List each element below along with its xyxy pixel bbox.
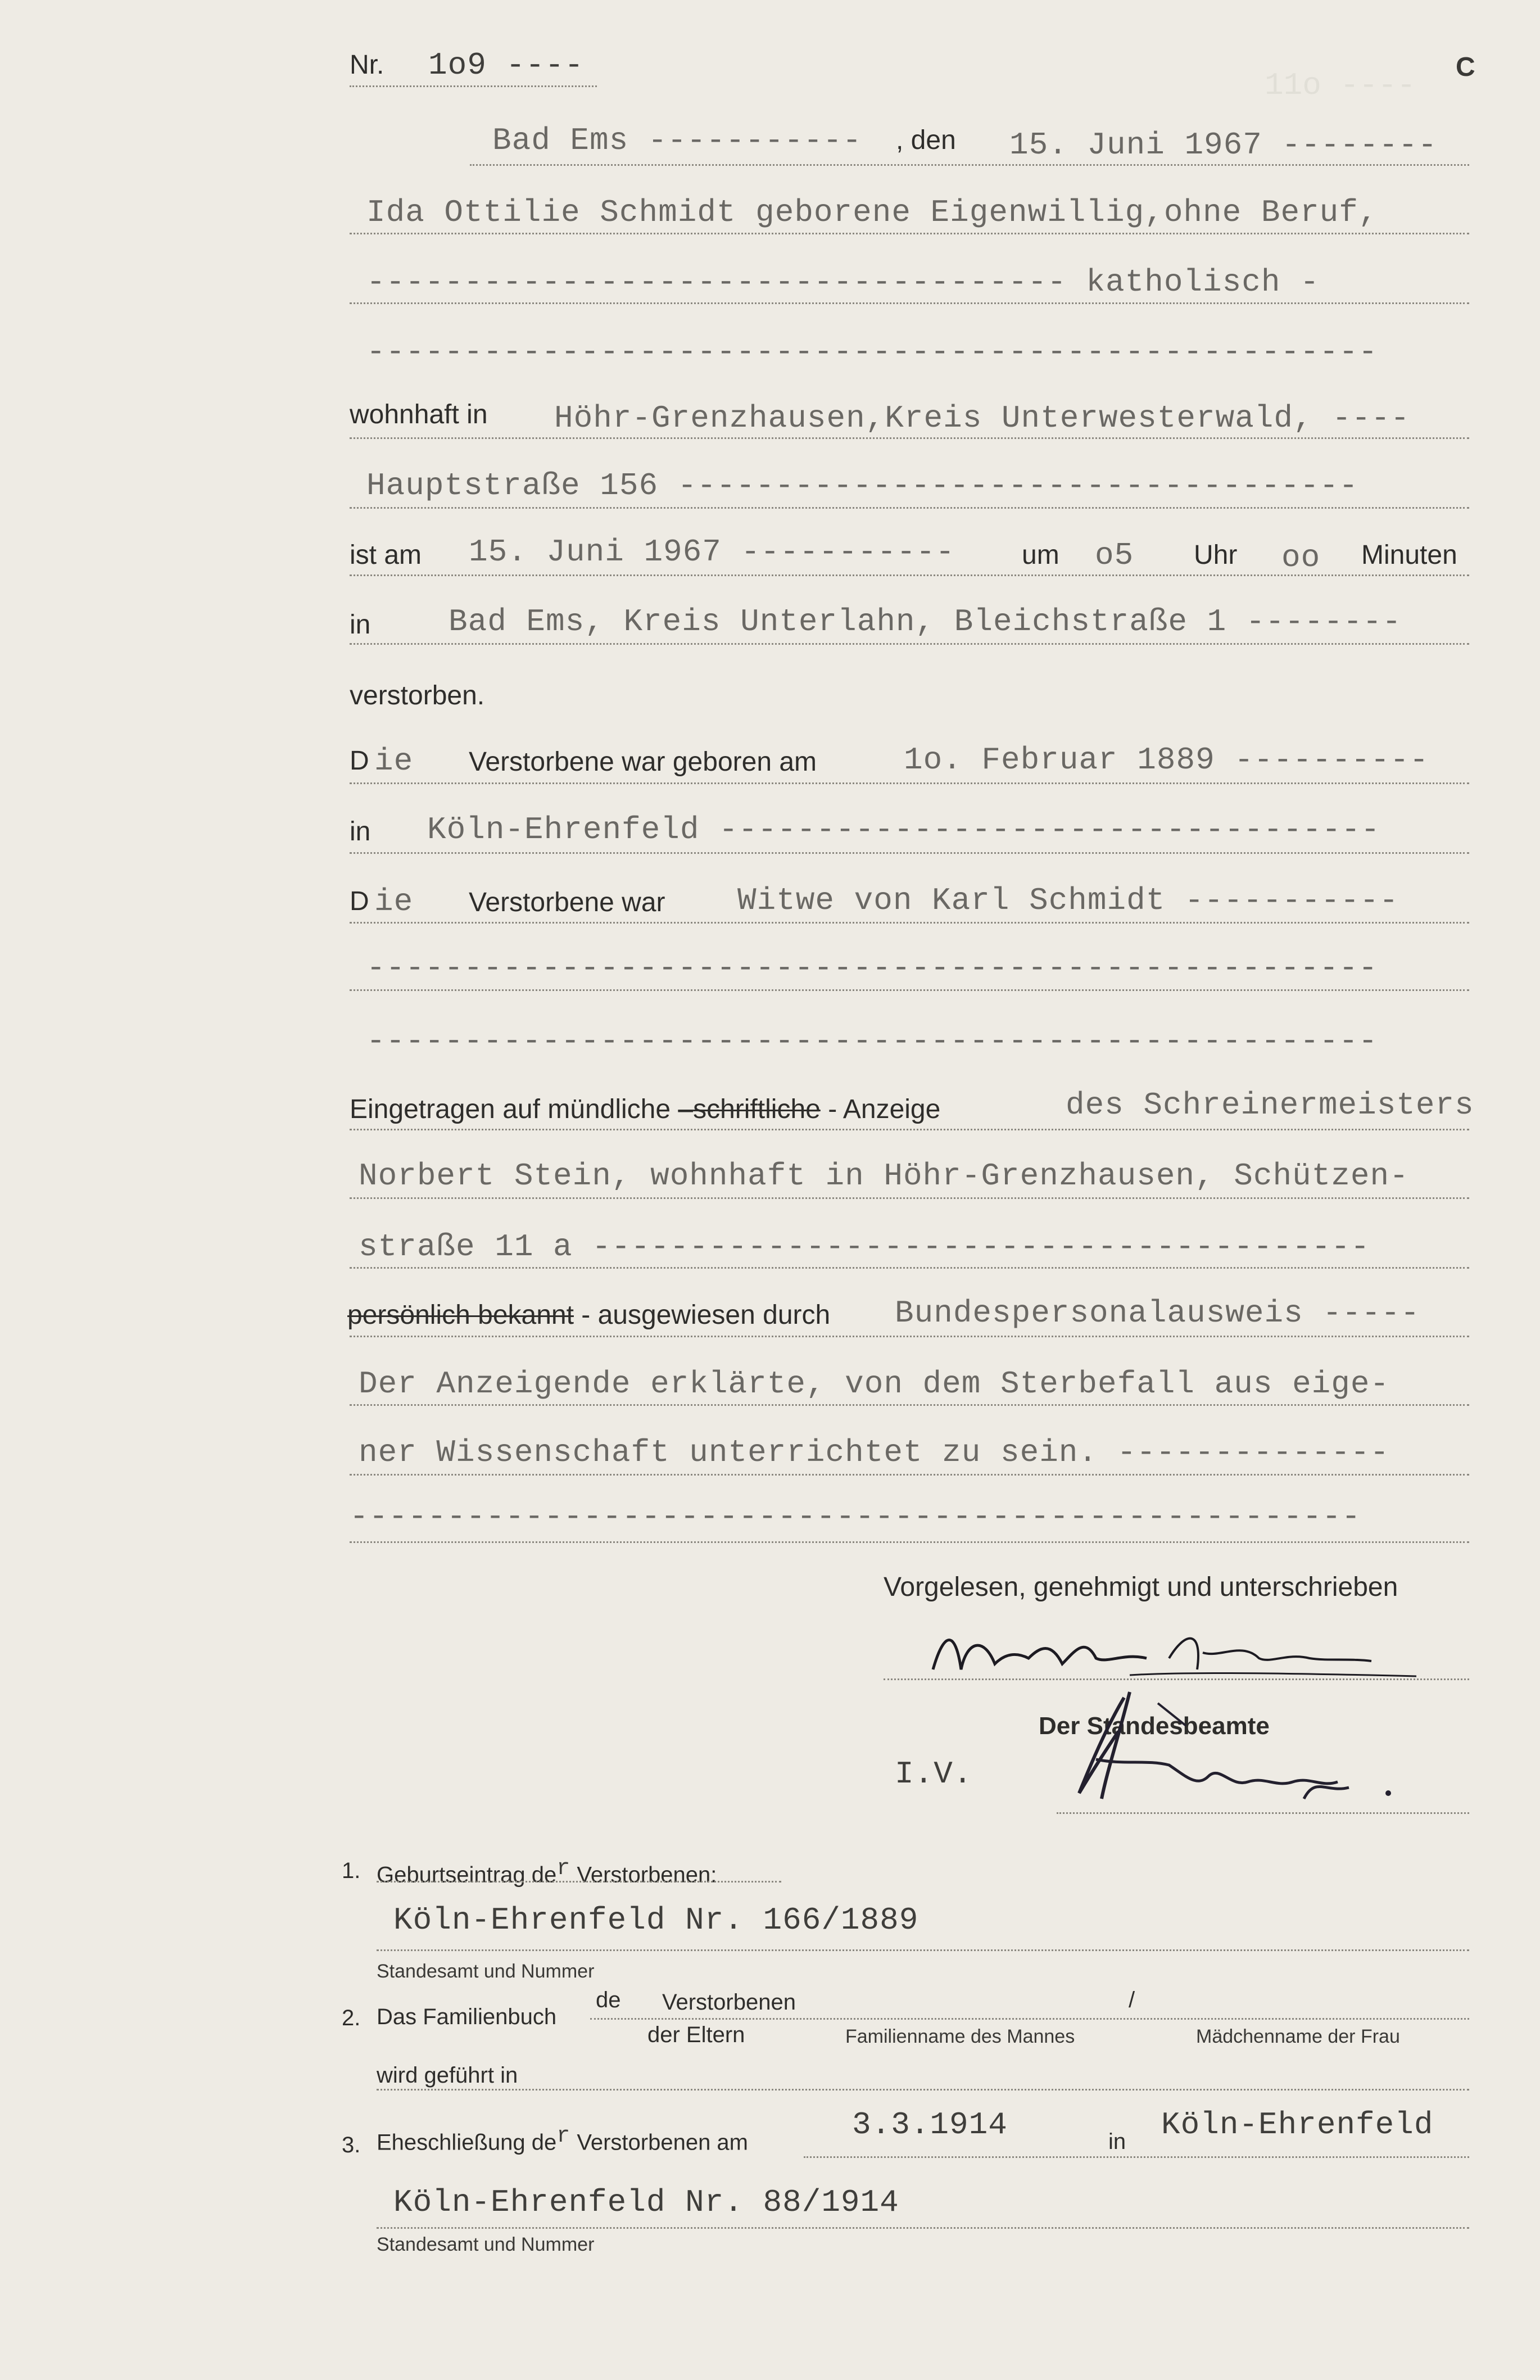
identity-document: Bundespersonalausweis ----- xyxy=(895,1295,1420,1331)
informant-line-1: des Schreinermeisters xyxy=(1066,1087,1474,1123)
residence-street: Hauptstraße 156 ----------------------------------- xyxy=(366,468,1358,504)
rule xyxy=(1057,1812,1469,1814)
statement-line-1: Der Anzeigende erklärte, von dem Sterbefall aus eige- xyxy=(359,1366,1390,1402)
item2-de: de xyxy=(596,1988,621,2012)
item3-label-b: Verstorbenen am xyxy=(577,2130,748,2155)
item2-caption-wife: Mädchenname der Frau xyxy=(1196,2026,1400,2047)
birth-entry-reference: Köln-Ehrenfeld Nr. 166/1889 xyxy=(393,1902,919,1938)
item1-label-b: Verstorbenen: xyxy=(577,1862,717,1888)
ist-am-label: ist am xyxy=(350,540,422,570)
registrar-signature xyxy=(1057,1681,1416,1827)
rule xyxy=(350,302,1469,304)
register-place: Bad Ems ----------- xyxy=(492,123,862,159)
registrar-title: Der Standesbeamte xyxy=(1039,1712,1270,1740)
known-suffix: - ausgewiesen durch xyxy=(581,1300,831,1330)
item2-caption-husband: Familienname des Mannes xyxy=(845,2026,1075,2047)
death-minutes: oo xyxy=(1281,540,1321,576)
entry-number: 1o9 ---- xyxy=(428,47,584,83)
in-label: in xyxy=(350,610,371,640)
marital-status: Witwe von Karl Schmidt ----------- xyxy=(737,883,1399,918)
status-label: Verstorbene war xyxy=(469,888,665,917)
rule xyxy=(350,1197,1469,1199)
rule xyxy=(350,1404,1469,1406)
death-place: Bad Ems, Kreis Unterlahn, Bleichstraße 1 -------- xyxy=(449,604,1402,640)
rule xyxy=(470,164,1469,166)
rule xyxy=(350,989,1469,991)
identification-label xyxy=(347,1300,830,1331)
register-date: 15. Juni 1967 -------- xyxy=(1009,127,1438,163)
filler-line: ---------------------------------------------------- xyxy=(366,334,1378,370)
rule xyxy=(350,643,1469,645)
rule xyxy=(350,922,1469,924)
item1-num: 1. xyxy=(342,1858,361,1883)
rule xyxy=(350,1129,1469,1130)
birth-d-label: D xyxy=(350,746,369,776)
report-prefix: Eingetragen auf mündliche xyxy=(350,1094,671,1124)
marriage-entry-reference: Köln-Ehrenfeld Nr. 88/1914 xyxy=(393,2184,899,2220)
item3-label-a: Eheschließung de xyxy=(377,2130,557,2155)
report-label xyxy=(350,1094,940,1125)
rule xyxy=(804,2156,1469,2158)
rule xyxy=(350,233,1469,234)
rule xyxy=(350,1541,1469,1543)
rule xyxy=(377,1881,781,1883)
status-d-label: D xyxy=(350,886,369,916)
birth-date: 1o. Februar 1889 ---------- xyxy=(904,742,1429,778)
status-d-suffix: ie xyxy=(374,884,414,920)
birth-place: Köln-Ehrenfeld ---------------------------------- xyxy=(427,812,1380,848)
known-struck-option: persönlich bekannt xyxy=(347,1300,574,1330)
item1-label-a: Geburtseintrag de xyxy=(377,1862,557,1888)
report-struck-option: –schriftliche xyxy=(678,1094,821,1124)
item2-label: Das Familienbuch xyxy=(377,2005,557,2029)
read-approved-label: Vorgelesen, genehmigt und unterschrieben xyxy=(884,1572,1398,1602)
death-hour: o5 xyxy=(1095,537,1134,573)
rule xyxy=(590,2018,1469,2020)
rule xyxy=(350,574,1469,576)
rule xyxy=(350,852,1469,854)
um-label: um xyxy=(1022,540,1059,570)
rule xyxy=(350,1474,1469,1476)
item3-sup: r xyxy=(556,2124,571,2149)
rule xyxy=(350,437,1469,439)
item1-sup: r xyxy=(556,1856,571,1881)
item1-caption: Standesamt und Nummer xyxy=(377,1961,595,1982)
show-through-text: 11o ---- xyxy=(1265,67,1416,103)
report-struck-text: schriftliche xyxy=(693,1094,821,1124)
den-label: , den xyxy=(896,125,956,155)
iv-label: I.V. xyxy=(895,1756,973,1792)
item2-num: 2. xyxy=(342,2006,361,2030)
informant-line-3: straße 11 a ---------------------------------------- xyxy=(359,1229,1370,1265)
residence-place: Höhr-Grenzhausen,Kreis Unterwesterwald, ---- xyxy=(554,400,1410,436)
rule xyxy=(377,2227,1469,2229)
rule xyxy=(377,1949,1469,1951)
birth-in-label: in xyxy=(350,817,371,847)
minuten-label: Minuten xyxy=(1361,540,1457,570)
deceased-name: Ida Ottilie Schmidt geborene Eigenwillig,ohne Beruf, xyxy=(366,194,1378,230)
rule xyxy=(377,2089,1469,2091)
item2-slash: / xyxy=(1129,1988,1135,2012)
item3-num: 3. xyxy=(342,2133,361,2157)
rule xyxy=(350,782,1469,784)
entry-number-label: Nr. xyxy=(350,50,384,80)
verstorben-label: verstorben. xyxy=(350,681,485,711)
item3-label xyxy=(377,2124,748,2155)
report-suffix: - Anzeige xyxy=(828,1094,941,1124)
status-filler-1: ---------------------------------------------------- xyxy=(366,950,1378,986)
statement-line-2: ner Wissenschaft unterrichtet zu sein. -------------- xyxy=(359,1435,1390,1470)
wohnhaft-label: wohnhaft in xyxy=(350,400,488,429)
rule xyxy=(350,1267,1469,1269)
statement-filler: ---------------------------------------------------- xyxy=(350,1499,1361,1535)
marriage-place: Köln-Ehrenfeld xyxy=(1161,2107,1434,2143)
item2-label-2: wird geführt in xyxy=(377,2063,518,2088)
item2-option-deceased: Verstorbenen xyxy=(662,1990,796,2015)
birth-label: Verstorbene war geboren am xyxy=(469,747,817,777)
birth-d-suffix: ie xyxy=(374,743,414,779)
status-filler-2: ---------------------------------------------------- xyxy=(366,1023,1378,1059)
death-date: 15. Juni 1967 ----------- xyxy=(469,534,955,570)
corner-letter: C xyxy=(1456,52,1475,82)
item3-in-label: in xyxy=(1108,2129,1126,2154)
rule xyxy=(350,1336,1469,1337)
religion-line: ------------------------------------ katholisch - xyxy=(366,264,1320,300)
rule xyxy=(350,507,1469,509)
uhr-label: Uhr xyxy=(1194,540,1238,570)
item2-option-parents: der Eltern xyxy=(647,2022,745,2047)
informant-line-2: Norbert Stein, wohnhaft in Höhr-Grenzhausen, Schützen- xyxy=(359,1158,1409,1194)
rule xyxy=(350,85,597,87)
item1-label xyxy=(377,1856,717,1888)
rule xyxy=(884,1678,1469,1680)
marriage-date: 3.3.1914 xyxy=(852,2107,1008,2143)
item3-caption: Standesamt und Nummer xyxy=(377,2234,595,2255)
